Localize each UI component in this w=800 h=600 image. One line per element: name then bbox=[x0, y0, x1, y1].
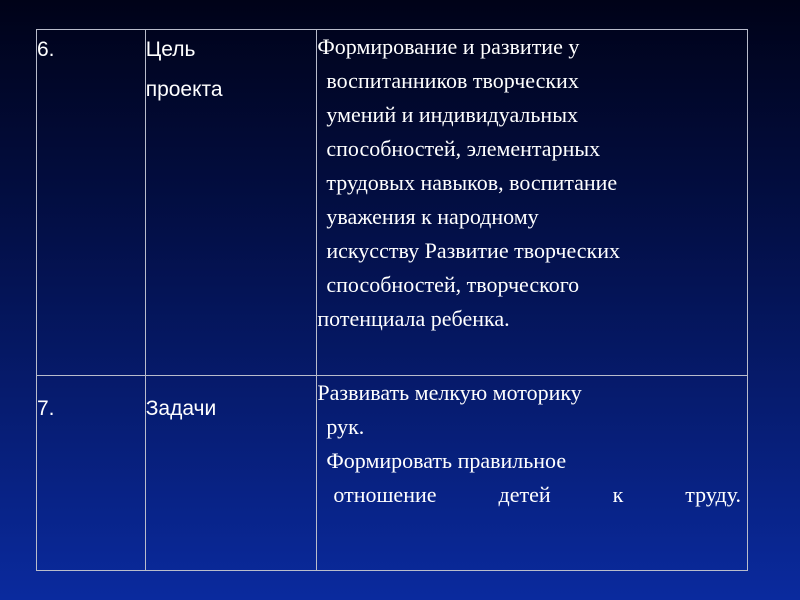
project-table bbox=[36, 29, 748, 571]
row-number-cell bbox=[37, 30, 146, 376]
description-line: способностей, элементарных bbox=[326, 136, 601, 161]
row-description-cell bbox=[317, 376, 748, 571]
description-line: воспитанников творческих bbox=[326, 68, 579, 93]
row-label-cell bbox=[145, 30, 317, 376]
row-label-line: Задачи bbox=[145, 397, 217, 420]
table-row bbox=[37, 30, 748, 376]
description-line: способностей, творческого bbox=[326, 272, 580, 297]
row-label-line: проекта bbox=[145, 78, 223, 101]
table-row bbox=[37, 376, 748, 571]
description-line: рук. bbox=[326, 414, 365, 439]
description-line: трудовых навыков, воспитание bbox=[326, 170, 618, 195]
row-number-cell bbox=[37, 376, 146, 571]
row-number: 7. bbox=[37, 397, 55, 420]
description-line: искусству Развитие творческих bbox=[326, 238, 620, 263]
description-line: уважения к народному bbox=[326, 204, 539, 229]
row-description-cell bbox=[317, 30, 748, 376]
description-line: отношение детей к труду. bbox=[333, 482, 741, 507]
description-line: Развивать мелкую моторику bbox=[317, 380, 582, 405]
description-line: умений и индивидуальных bbox=[326, 102, 578, 127]
row-label-line: Цель bbox=[145, 38, 196, 61]
description-line: потенциала ребенка. bbox=[317, 306, 510, 331]
description-line: Формирование и развитие у bbox=[317, 34, 580, 59]
description-line: Формировать правильное bbox=[326, 448, 567, 473]
row-number: 6. bbox=[37, 38, 55, 61]
row-label-cell bbox=[145, 376, 317, 571]
